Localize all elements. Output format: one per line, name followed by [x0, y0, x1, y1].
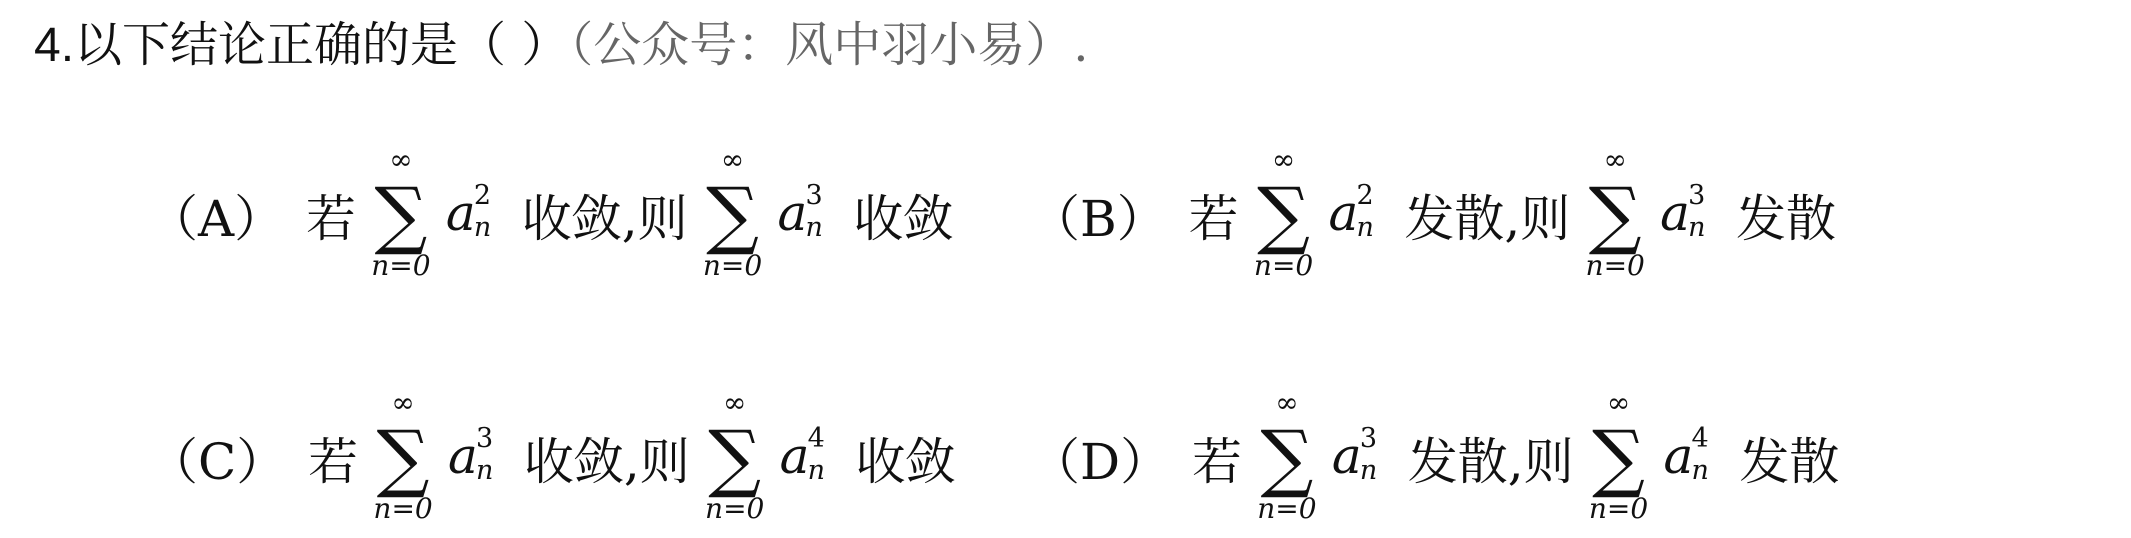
option-conclusion: 发散	[1739, 433, 1840, 491]
term-power: 3	[805, 180, 823, 211]
sigma-symbol: ∑	[374, 172, 428, 258]
upper-limit: ∞	[1603, 143, 1627, 176]
term-index: n	[805, 212, 823, 243]
option-condition: 发散,则	[1404, 190, 1571, 248]
sigma-symbol: ∑	[706, 172, 759, 258]
sigma-symbol: ∑	[376, 415, 430, 501]
term-base: a	[445, 184, 476, 242]
term-base: a	[1331, 427, 1362, 485]
option-prefix: 若	[1188, 190, 1239, 248]
term-base: a	[777, 184, 808, 242]
summation	[706, 383, 764, 533]
option-label: （D）	[1030, 433, 1171, 491]
series-term	[1332, 423, 1386, 493]
lower-limit: n=0	[1257, 492, 1317, 525]
term-index: n	[1359, 455, 1378, 486]
term-power: 4	[807, 423, 825, 454]
question-source: （公众号：风中羽小易）.	[569, 17, 1089, 73]
option-conclusion: 发散	[1736, 190, 1836, 248]
option-conclusion: 收敛	[853, 190, 954, 248]
option-a[interactable]	[148, 140, 953, 290]
option-conclusion: 收敛	[855, 433, 956, 491]
term-base: a	[1328, 184, 1359, 242]
question-stem	[34, 10, 1089, 81]
sigma-symbol: ∑	[1260, 415, 1314, 501]
option-d[interactable]	[1030, 383, 1839, 533]
summation	[704, 140, 762, 290]
term-index: n	[475, 455, 494, 486]
summation	[1258, 383, 1316, 533]
series-term	[780, 423, 834, 493]
summation	[1586, 140, 1644, 290]
option-label: （B）	[1030, 190, 1167, 248]
option-label: （A）	[148, 190, 285, 248]
option-c[interactable]	[148, 383, 956, 533]
upper-limit: ∞	[1606, 386, 1631, 419]
lower-limit: n=0	[702, 249, 763, 282]
upper-limit: ∞	[389, 143, 413, 176]
summation	[372, 140, 430, 290]
option-prefix: 若	[306, 190, 357, 248]
term-index: n	[807, 455, 825, 486]
lower-limit: n=0	[1253, 249, 1314, 282]
term-power: 3	[1688, 180, 1706, 211]
term-power: 3	[475, 423, 494, 454]
term-power: 2	[1356, 180, 1374, 211]
term-power: 3	[1359, 423, 1377, 454]
term-base: a	[1660, 184, 1690, 242]
series-term	[448, 423, 502, 493]
series-term	[1328, 180, 1382, 250]
upper-limit: ∞	[723, 386, 747, 419]
term-base: a	[447, 427, 478, 485]
option-b[interactable]	[1030, 140, 1836, 290]
term-index: n	[1688, 212, 1706, 243]
lower-limit: n=0	[373, 492, 433, 525]
term-index: n	[1691, 455, 1709, 486]
sigma-symbol: ∑	[1257, 172, 1310, 258]
term-power: 2	[473, 180, 492, 211]
sigma-symbol: ∑	[1588, 172, 1642, 258]
lower-limit: n=0	[705, 492, 765, 525]
summation	[1590, 383, 1648, 533]
term-base: a	[779, 427, 810, 485]
term-index: n	[473, 212, 492, 243]
series-term	[1660, 180, 1714, 250]
upper-limit: ∞	[720, 143, 745, 176]
lower-limit: n=0	[371, 249, 431, 282]
option-condition: 收敛,则	[523, 433, 690, 491]
upper-limit: ∞	[1275, 386, 1299, 419]
sigma-symbol: ∑	[1592, 415, 1645, 501]
term-base: a	[1663, 427, 1694, 485]
question-number: 4.	[34, 19, 75, 72]
summation	[374, 383, 432, 533]
sigma-symbol: ∑	[708, 415, 762, 501]
lower-limit: n=0	[1588, 492, 1649, 525]
lower-limit: n=0	[1585, 249, 1645, 282]
upper-limit: ∞	[1271, 143, 1296, 176]
term-power: 4	[1691, 423, 1709, 454]
series-term	[777, 180, 831, 250]
option-condition: 发散,则	[1407, 433, 1574, 491]
summation	[1255, 140, 1313, 290]
upper-limit: ∞	[391, 386, 415, 419]
option-condition: 收敛,则	[521, 190, 688, 248]
series-term	[1663, 423, 1717, 493]
option-label: （C）	[148, 433, 287, 491]
option-prefix: 若	[308, 433, 359, 491]
series-term	[446, 180, 500, 250]
term-index: n	[1356, 212, 1374, 243]
question-text: 以下结论正确的是（ ）	[74, 17, 570, 73]
option-prefix: 若	[1192, 433, 1242, 491]
